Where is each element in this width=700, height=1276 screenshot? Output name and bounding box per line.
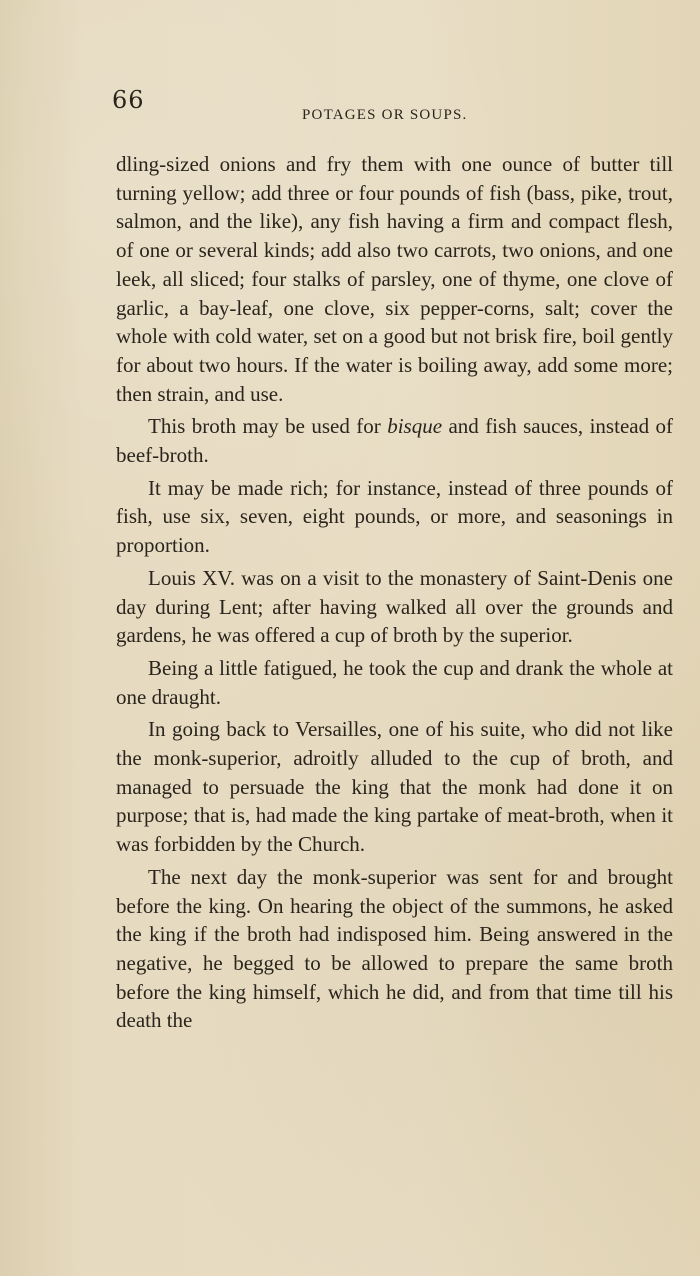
running-head: POTAGES OR SOUPS.: [302, 107, 468, 123]
paragraph-2: [116, 412, 673, 469]
paragraph-7-text: The next day the monk-superior was sent for and brought before the king. On hearing the object of the summons, he asked the king if the broth had indisposed him. Being answered in the negative, he begged to be allowed to prepare the same broth before the king himself, which he did, and from that time till his death the: [116, 864, 673, 1033]
paragraph-2-text-end: and fish sauces, instead of beef-broth.: [116, 414, 674, 468]
page-header: [112, 86, 512, 126]
page-text: [116, 150, 673, 1035]
paragraph-1: [116, 150, 673, 408]
paragraph-5: [116, 654, 673, 711]
paragraph-1-text: dling-sized onions and fry them with one ounce of butter till turning yellow; add three or four pounds of fish (bass, pike, trout, salmon, and the like), any fish having a firm and compact flesh, of one or several kinds; add also two carrots, two onions, and one leek, all sliced; four stalks of parsley, one of thyme, one clove of garlic, a bay-leaf, one clove, six pepper-corns, salt; cover the whole with cold water, set on a good but not brisk fire, boil gently for about two hours. If the water is boiling away, add some more; then strain, and use.: [116, 152, 673, 406]
page-number: 66: [112, 86, 145, 114]
paragraph-6: [116, 715, 673, 859]
paragraph-7: [116, 863, 673, 1035]
paragraph-4-text: Louis XV. was on a visit to the monastery of Saint-Denis one day during Lent; after having walked all over the grounds and gardens, he was offered a cup of broth by the superior.: [116, 565, 673, 648]
paragraph-3: [116, 474, 673, 560]
paragraph-4: [116, 564, 673, 650]
paragraph-6-text: In going back to Versailles, one of his suite, who did not like the monk-superior, adroitly alluded to the cup of broth, and managed to persuade the king that the monk had done it on purpose; that is, had made the king partake of meat-broth, when it was forbidden by the Church.: [116, 717, 673, 857]
paragraph-2-italic: bisque: [387, 414, 443, 439]
paragraph-5-text: Being a little fatigued, he took the cup and drank the whole at one draught.: [116, 655, 673, 709]
paragraph-2-text-start: This broth may be used for: [148, 414, 388, 439]
paragraph-3-text: It may be made rich; for instance, instead of three pounds of fish, use six, seven, eight pounds, or more, and seasonings in proportion.: [116, 475, 673, 558]
